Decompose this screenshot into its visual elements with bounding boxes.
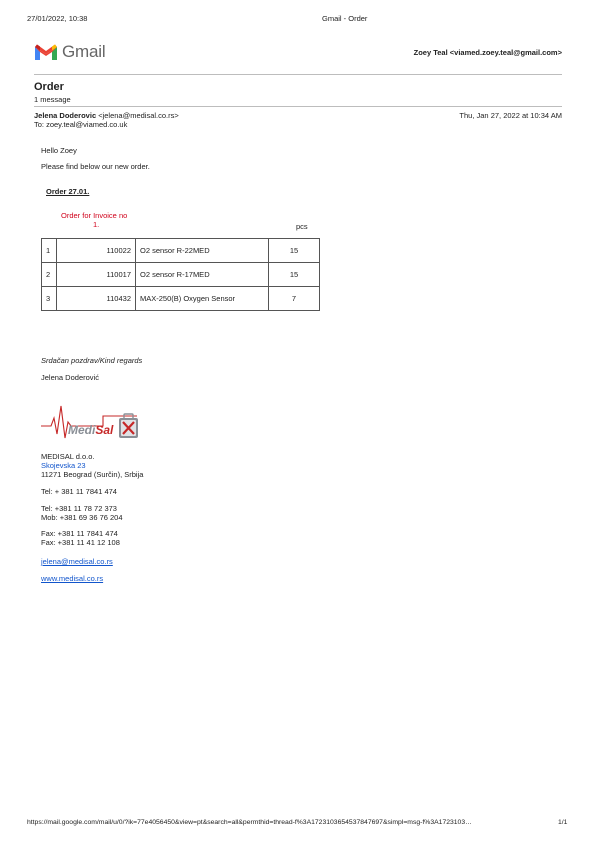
print-url: https://mail.google.com/mail/u/0/?ik=77e4056450&view=pt&search=all&permthid=thread-f%3A1723103654537847697&simpl=msg-f%3A1723103… [27,819,472,826]
product-qty: 15 [269,239,320,263]
fax-2: Fax: +381 11 41 12 108 [41,538,120,547]
mobile-phone: Mob: +381 69 36 76 204 [41,513,123,522]
company-name: MEDISAL d.o.o. [41,452,95,461]
pcs-header: pcs [296,222,308,231]
greeting: Hello Zoey [41,146,77,155]
product-qty: 15 [269,263,320,287]
message-count: 1 message [34,95,71,104]
regards-text: Srdačan pozdrav/Kind regards [41,356,143,365]
website-link[interactable]: www.medisal.co.rs [41,574,104,583]
product-code: 110022 [57,239,136,263]
gmail-logo[interactable] [34,43,105,61]
phone-1: Tel: + 381 11 7841 474 [41,487,117,496]
intro-text: Please find below our new order. [41,162,150,171]
medisal-logo [41,404,141,442]
invoice-label: Order for Invoice no [61,211,128,220]
signature-email-link[interactable]: jelena@medisal.co.rs [41,557,113,566]
message-date: Thu, Jan 27, 2022 at 10:34 AM [459,111,562,120]
row-number: 1 [42,239,57,263]
product-name: MAX-250(B) Oxygen Sensor [136,287,269,311]
table-row [42,239,320,263]
order-heading: Order 27.01. [46,187,90,196]
table-row [42,263,320,287]
table-row [42,287,320,311]
print-datetime: 27/01/2022, 10:38 [27,14,88,23]
invoice-number: 1. [93,220,100,229]
product-code: 110017 [57,263,136,287]
phone-2: Tel: +381 11 78 72 373 [41,504,117,513]
sender-email: <jelena@medisal.co.rs> [98,111,179,120]
gmail-logo-text: Gmail [62,42,106,61]
page-number: 1/1 [558,819,568,826]
order-table [41,238,320,311]
thread-subject: Order [34,81,64,93]
sender-line [34,111,179,120]
product-name: O2 sensor R-22MED [136,239,269,263]
row-number: 3 [42,287,57,311]
recipient-line: To: zoey.teal@viamed.co.uk [34,120,128,129]
print-title: Gmail - Order [322,14,368,23]
account-email: Zoey Teal <viamed.zoey.teal@gmail.com> [413,48,562,57]
medisal-logo-text: MediSal [68,423,114,437]
product-code: 110432 [57,287,136,311]
row-number: 2 [42,263,57,287]
signature-name: Jelena Doderović [41,373,99,382]
fax-1: Fax: +381 11 7841 474 [41,529,118,538]
product-name: O2 sensor R-17MED [136,263,269,287]
gmail-m-icon [34,43,58,61]
product-qty: 7 [269,287,320,311]
subject-divider [34,106,562,107]
sender-name: Jelena Doderovic [34,111,97,120]
company-street[interactable]: Skojevska 23 [41,461,86,470]
header-divider [34,74,562,75]
company-city: 11271 Beograd (Surčin), Srbija [41,470,144,479]
